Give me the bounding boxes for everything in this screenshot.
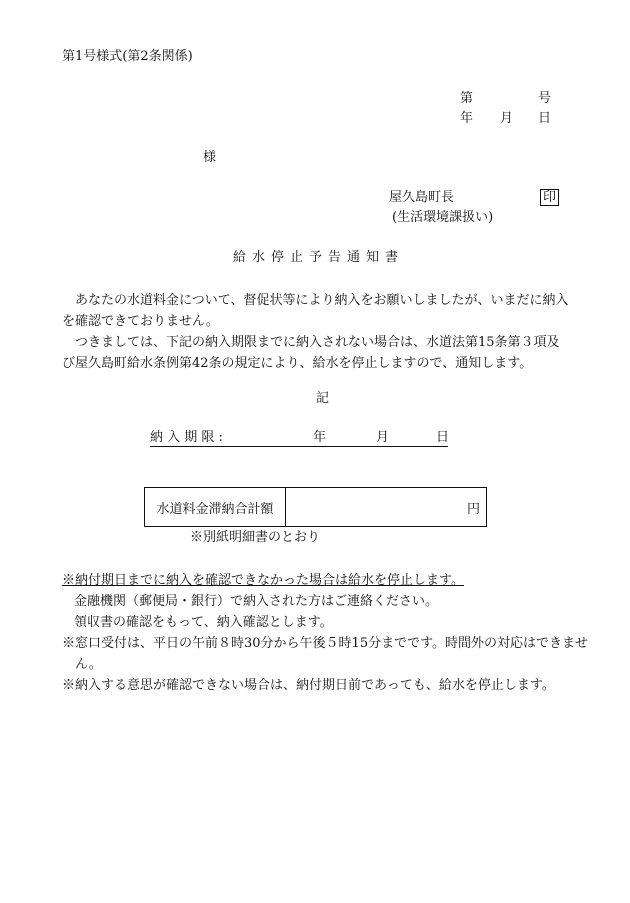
notes-section [62,570,589,696]
form-number: 第1号様式(第2条関係) [62,49,193,64]
date-year: 年 [460,111,474,126]
document-title: 給水停止予告通知書 [233,250,405,265]
ki-mark: 記 [316,391,330,406]
due-date-line [150,430,448,447]
note-stop-warning: ※納付期日までに納入を確認できなかった場合は給水を停止します。 [62,573,464,588]
addressee-suffix: 様 [203,150,217,165]
due-date-label: 納 入 期 限 : [150,430,223,445]
note-bank-payment: 金融機関（郵便局・銀行）で納入された方はご連絡ください。 [74,594,439,609]
body-paragraph-2: つきましては、下記の納入期限までに納入されない場合は、水道法第15条第３項及び屋久島町給水条例第42条の規定により、給水を停止しますので、通知します。 [62,335,560,371]
sender-name: 屋久島町長 [389,190,455,205]
note-receipt: 領収書の確認をもって、納入確認とします。 [74,615,333,630]
amount-value-cell: 円 [286,488,487,527]
body-paragraph-1: あなたの水道料金について、督促状等により納入をお願いしましたが、いまだに納入を確認できておりません。 [62,293,569,329]
amount-label: 水道料金滞納合計額 [145,488,286,527]
due-day: 日 [436,430,450,445]
seal-mark: 印 [540,189,559,206]
body-text [62,290,572,374]
due-month: 月 [376,430,390,445]
sender-dept: (生活環境課扱い) [392,210,494,225]
due-year: 年 [313,430,327,445]
ref-go: 号 [538,91,552,106]
note-counter-hours-cont: ん。 [75,657,102,672]
ref-dai: 第 [460,91,474,106]
date-day: 日 [538,111,552,126]
amount-table [144,487,487,527]
note-intent: ※納入する意思が確認できない場合は、納付期日前であっても、給水を停止します。 [62,678,555,693]
date-month: 月 [500,111,514,126]
note-counter-hours: ※窓口受付は、平日の午前８時30分から午後５時15分までです。時間外の対応はできませ [62,636,589,651]
amount-note: ※別紙明細書のとおり [190,530,321,545]
